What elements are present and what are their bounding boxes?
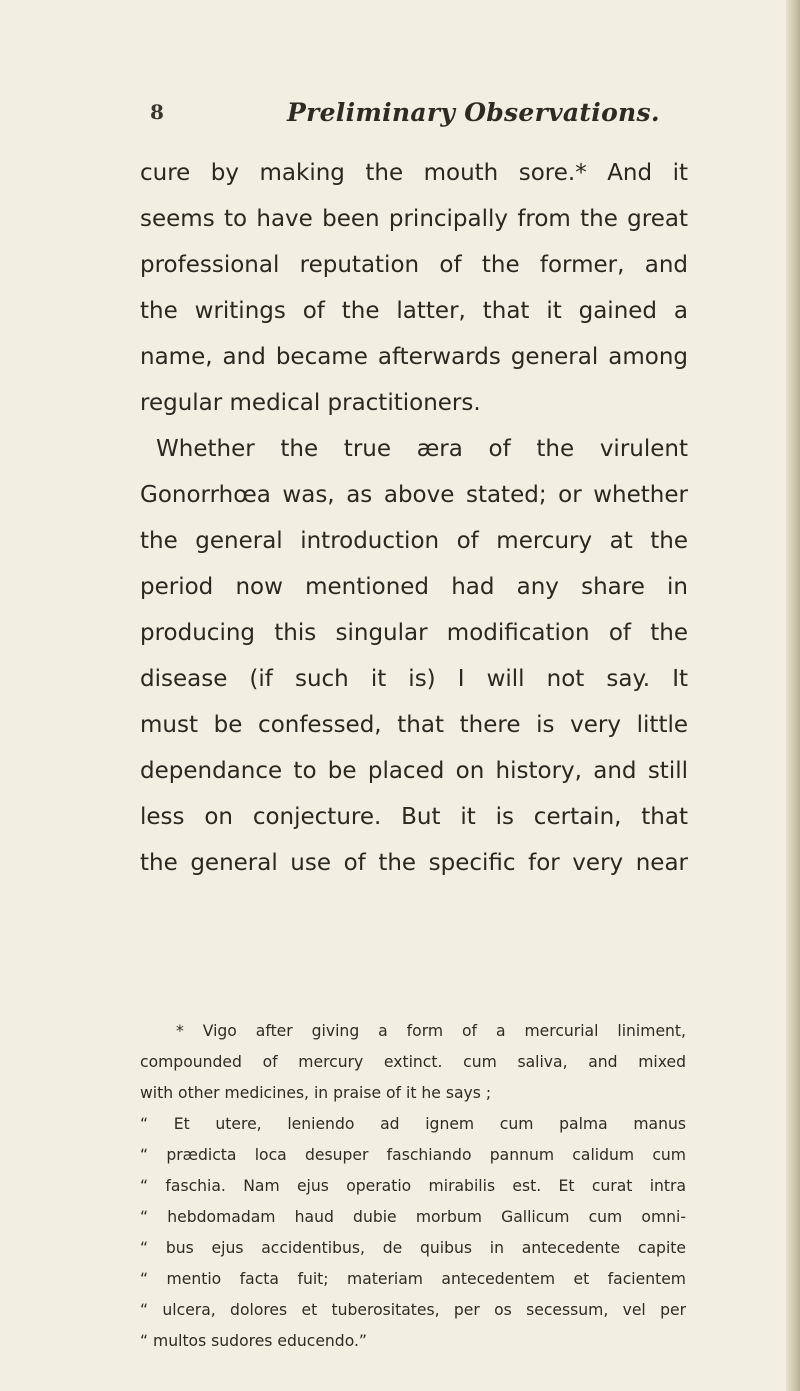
body-text	[140, 150, 688, 886]
text-line: period now mentioned had any share in	[140, 574, 688, 600]
footnote-line: compounded of mercury extinct. cum saliva, and mixed	[140, 1053, 686, 1071]
footnote-line: “ bus ejus accidentibus, de quibus in antecedente capite	[140, 1239, 686, 1257]
running-header	[150, 98, 670, 138]
footnote-line: “ multos sudores educendo.”	[140, 1332, 367, 1350]
text-line: name, and became afterwards general among	[140, 344, 688, 370]
text-line: producing this singular modification of the	[140, 620, 688, 646]
text-line: the general introduction of mercury at the	[140, 528, 688, 554]
text-line: cure by making the mouth sore.* And it	[140, 160, 688, 186]
text-line: less on conjecture. But it is certain, that	[140, 804, 688, 830]
text-line: must be confessed, that there is very little	[140, 712, 688, 738]
text-line: professional reputation of the former, and	[140, 252, 688, 278]
text-line: the general use of the specific for very near	[140, 850, 688, 876]
page-number: 8	[150, 100, 164, 124]
footnote-line: “ mentio facta fuit; materiam antecedentem et facientem	[140, 1270, 686, 1288]
page-edge	[786, 0, 800, 1391]
text-line: dependance to be placed on history, and still	[140, 758, 688, 784]
text-line: disease (if such it is) I will not say. It	[140, 666, 688, 692]
text-line: seems to have been principally from the great	[140, 206, 688, 232]
text-line: Gonorrhœa was, as above stated; or whether	[140, 482, 688, 508]
running-title: Preliminary Observations.	[287, 98, 660, 127]
text-line: the writings of the latter, that it gained a	[140, 298, 688, 324]
footnote-line: * Vigo after giving a form of a mercurial liniment,	[176, 1022, 686, 1040]
text-line: regular medical practitioners.	[140, 390, 481, 416]
footnote-line: with other medicines, in praise of it he says ;	[140, 1084, 492, 1102]
footnote	[140, 1016, 686, 1357]
text-line: Whether the true æra of the virulent	[156, 436, 688, 462]
footnote-line: “ hebdomadam haud dubie morbum Gallicum cum omni-	[140, 1208, 686, 1226]
footnote-line: “ faschia. Nam ejus operatio mirabilis est. Et curat intra	[140, 1177, 686, 1195]
footnote-line: “ prædicta loca desuper faschiando pannum calidum cum	[140, 1146, 686, 1164]
footnote-line: “ ulcera, dolores et tuberositates, per os secessum, vel per	[140, 1301, 686, 1319]
footnote-line: “ Et utere, leniendo ad ignem cum palma manus	[140, 1115, 686, 1133]
